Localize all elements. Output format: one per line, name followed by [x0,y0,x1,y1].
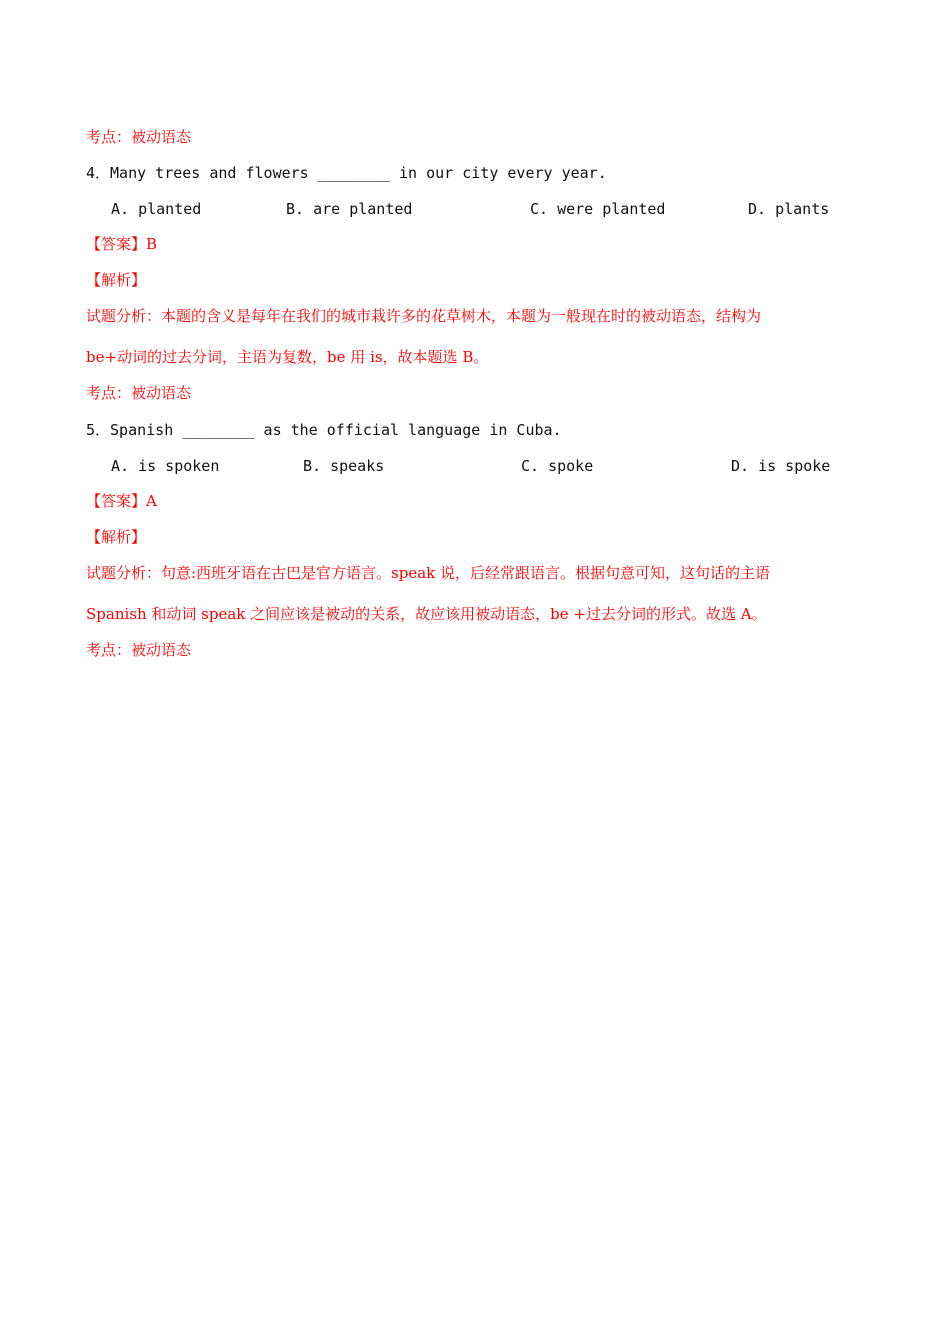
question-4-option-a: A. planted [111,200,202,218]
question-5-option-c: C. spoke [521,457,594,475]
question-5-analysis-line-1: 试题分析：句意:西班牙语在古巴是官方语言。speak 说，后经常跟语言。根据句意可知，这句话的主语 [86,564,771,582]
question-4-analysis-line-1: 试题分析：本题的含义是每年在我们的城市栽许多的花草树木，本题为一般现在时的被动语态，结构为 [86,307,762,325]
question-4-option-b: B. are planted [286,200,413,218]
question-4-text: 4．Many trees and flowers ________ in our city every year. [86,164,607,182]
question-4-topic-note: 考点：被动语态 [86,384,192,402]
question-5-option-b: B. speaks [303,457,385,475]
question-4-answer: 【答案】B [86,235,158,253]
question-5-text: 5．Spanish ________ as the official language in Cuba. [86,421,562,439]
question-4-analysis-line-2: be+动词的过去分词，主语为复数，be 用 is，故本题选 B。 [86,348,489,366]
topic-note: 考点：被动语态 [86,128,192,146]
question-5-option-a: A. is spoken [111,457,220,475]
question-5-option-d: D. is spoke [731,457,831,475]
question-4-option-d: D. plants [748,200,830,218]
question-4-option-c: C. were planted [530,200,666,218]
question-5-analysis-line-2: Spanish 和动词 speak 之间应该是被动的关系，故应该用被动语态，be +过去分词的形式。故选 A。 [86,605,767,623]
question-4-analysis-label: 【解析】 [86,271,147,289]
question-5-topic-note: 考点：被动语态 [86,641,192,659]
question-5-analysis-label: 【解析】 [86,528,147,546]
question-5-answer: 【答案】A [86,492,157,510]
